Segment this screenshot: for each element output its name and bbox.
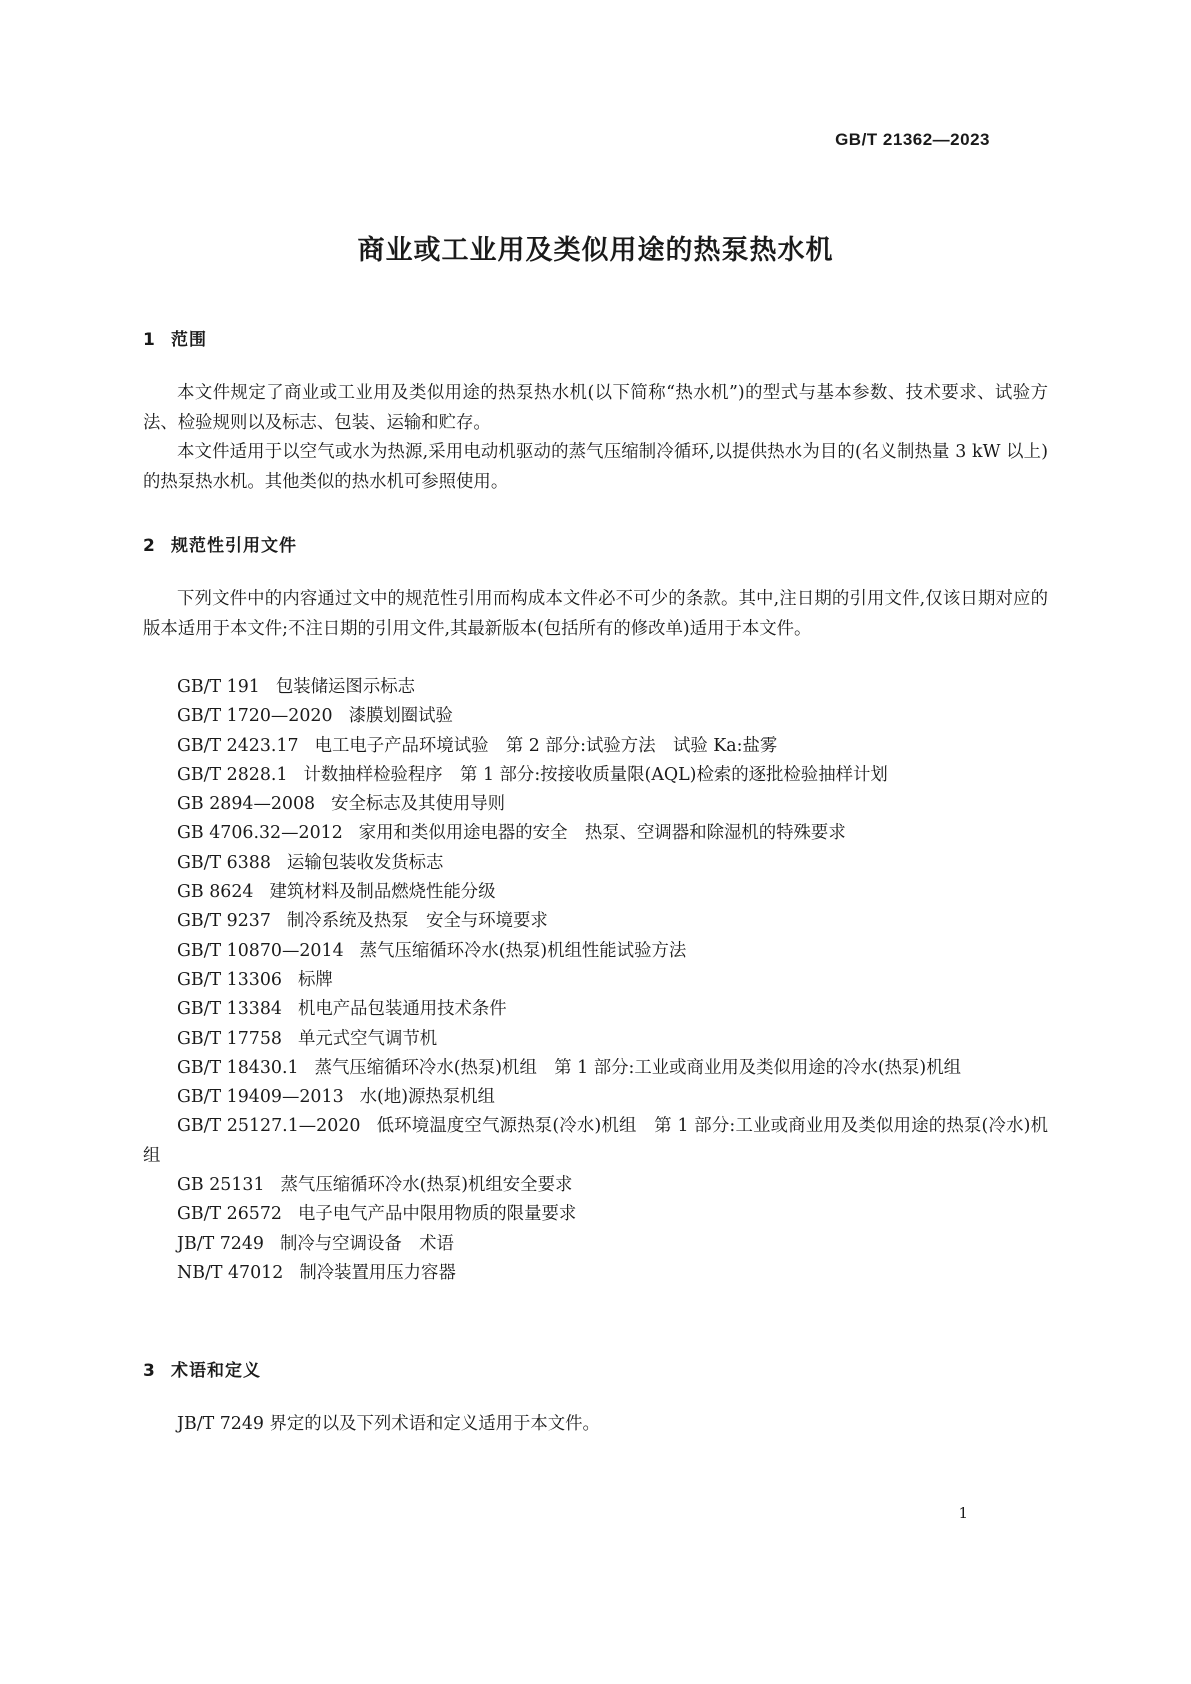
reference-item [143,790,1048,819]
reference-title: 漆膜划圈试验 [348,706,453,727]
reference-item [143,1083,1048,1112]
reference-code: NB/T 47012 [177,1262,284,1283]
reference-code: GB/T 6388 [177,852,271,873]
reference-title: 机电产品包装通用技术条件 [297,999,507,1020]
reference-code: GB/T 18430.1 [177,1057,299,1078]
reference-code: GB 2894—2008 [177,794,316,815]
reference-item [143,732,1048,761]
normative-references-list [143,673,1048,1288]
reference-item [143,995,1048,1024]
reference-title: 制冷系统及热泵 安全与环境要求 [286,911,548,932]
reference-item [143,702,1048,731]
reference-code: GB/T 10870—2014 [177,940,344,961]
reference-item [143,849,1048,878]
reference-item [143,1171,1048,1200]
reference-code: GB/T 19409—2013 [177,1087,344,1108]
reference-item [143,1112,1048,1171]
reference-title: 电工电子产品环境试验 第 2 部分:试验方法 试验 Ka:盐雾 [314,735,778,756]
page-number: 1 [958,1504,968,1522]
reference-code: GB/T 13306 [177,969,282,990]
reference-item [143,819,1048,848]
section-1-paragraph-1: 本文件规定了商业或工业用及类似用途的热泵热水机(以下简称“热水机”)的型式与基本参数、技术要求、试验方法、检验规则以及标志、包装、运输和贮存。 [143,383,1048,433]
reference-item [143,937,1048,966]
reference-title: 蒸气压缩循环冷水(热泵)机组性能试验方法 [359,940,687,961]
reference-title: 安全标志及其使用导则 [331,794,506,815]
reference-title: 标牌 [297,969,333,990]
section-3-number: 3 [143,1361,156,1381]
section-1-paragraph-2: 本文件适用于以空气或水为热源,采用电动机驱动的蒸气压缩制冷循环,以提供热水为目的(名义制热量 3 kW 以上)的热泵热水机。其他类似的热水机可参照使用。 [143,442,1048,492]
reference-title: 蒸气压缩循环冷水(热泵)机组 第 1 部分:工业或商业用及类似用途的冷水(热泵)机组 [314,1057,961,1078]
reference-title: 包装储运图示标志 [275,677,415,697]
reference-item [143,1025,1048,1054]
reference-title: 制冷与空调设备 术语 [280,1233,454,1254]
reference-item [143,1230,1048,1259]
document-title: 商业或工业用及类似用途的热泵热水机 [357,235,834,266]
reference-item [143,878,1048,907]
reference-title: 水(地)源热泵机组 [359,1087,495,1108]
reference-title: 运输包装收发货标志 [286,852,444,873]
reference-item [143,1200,1048,1229]
reference-code: GB/T 2828.1 [177,764,288,785]
section-1-number: 1 [143,330,156,350]
reference-code: GB/T 17758 [177,1028,282,1049]
section-2-intro: 下列文件中的内容通过文中的规范性引用而构成本文件必不可少的条款。其中,注日期的引用文件,仅该日期对应的版本适用于本文件;不注日期的引用文件,其最新版本(包括所有的修改单)适用于本文件。 [143,589,1048,639]
section-1-heading [143,325,207,350]
reference-code: GB 8624 [177,882,254,903]
reference-title: 制冷装置用压力容器 [299,1262,456,1283]
section-2-heading [143,531,297,556]
reference-code: GB/T 9237 [177,911,271,932]
reference-code: GB/T 1720—2020 [177,706,333,727]
reference-code: GB/T 13384 [177,999,282,1020]
section-3-paragraph: JB/T 7249 界定的以及下列术语和定义适用于本文件。 [177,1414,600,1434]
reference-code: GB/T 26572 [177,1204,282,1225]
reference-title: 家用和类似用途电器的安全 热泵、空调器和除湿机的特殊要求 [358,823,846,844]
section-1-title: 范围 [171,330,207,350]
reference-item [143,966,1048,995]
reference-title: 计数抽样检验程序 第 1 部分:按接收质量限(AQL)检索的逐批检验抽样计划 [303,764,888,785]
reference-title: 建筑材料及制品燃烧性能分级 [269,882,496,903]
section-2-number: 2 [143,536,156,556]
reference-title: 单元式空气调节机 [297,1028,438,1049]
reference-code: GB/T 25127.1—2020 [177,1116,361,1137]
reference-item [143,1259,1048,1288]
section-2-title: 规范性引用文件 [171,536,297,556]
reference-code: GB/T 2423.17 [177,735,299,756]
reference-title: 蒸气压缩循环冷水(热泵)机组安全要求 [280,1175,573,1196]
section-3-title: 术语和定义 [171,1361,261,1381]
reference-item [143,761,1048,790]
section-3-heading [143,1356,261,1381]
reference-code: GB 25131 [177,1175,265,1196]
reference-code: GB 4706.32—2012 [177,823,343,844]
reference-item [143,907,1048,936]
reference-title: 电子电气产品中限用物质的限量要求 [297,1204,577,1225]
reference-item [143,1054,1048,1083]
reference-item [143,673,1048,702]
reference-code: GB/T 191 [177,677,260,697]
standard-code: GB/T 21362—2023 [835,130,990,149]
reference-title: 低环境温度空气源热泵(冷水)机组 第 1 部分:工业或商业用及类似用途的热泵(冷水)机组 [143,1116,1048,1166]
reference-code: JB/T 7249 [177,1233,264,1254]
